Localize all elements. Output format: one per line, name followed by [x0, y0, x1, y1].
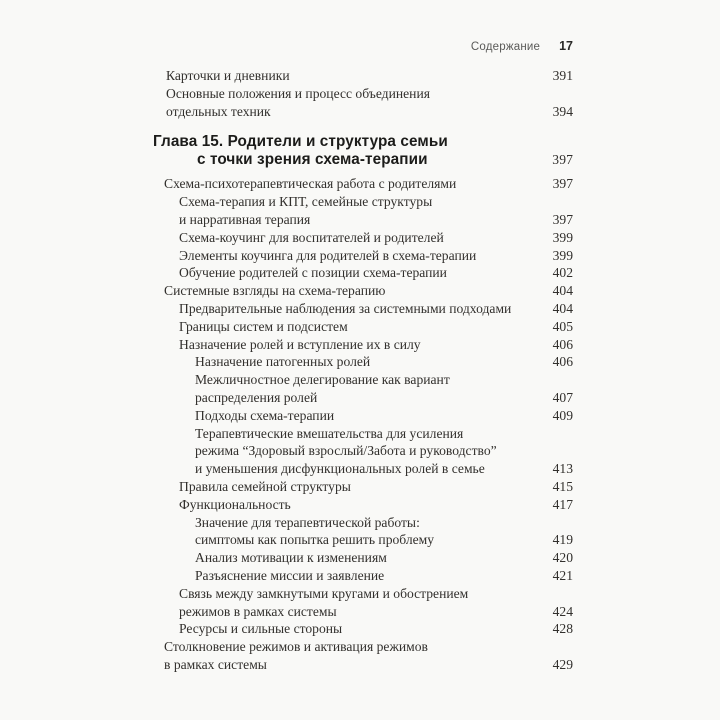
- toc-entry-page-number: 421: [552, 567, 573, 583]
- toc-entry-title: режима “Здоровый взрослый/Забота и руководство”: [195, 443, 497, 459]
- toc-line: [150, 496, 573, 514]
- toc-line: [150, 567, 573, 585]
- toc-entry-page-number: 405: [552, 318, 573, 334]
- toc-line: [150, 151, 573, 169]
- toc-entry-title: Межличностное делегирование как вариант: [195, 372, 450, 388]
- toc-line: [150, 656, 573, 674]
- toc-entry-title: Правила семейной структуры: [179, 478, 351, 494]
- toc-line: [150, 229, 573, 247]
- toc-entry: [150, 67, 573, 85]
- toc-list: [150, 67, 573, 674]
- running-head: [150, 39, 573, 53]
- toc-entry-page-number: 394: [552, 103, 573, 119]
- toc-entry: [150, 318, 573, 336]
- toc-entry-title: Разъяснение миссии и заявление: [195, 567, 385, 583]
- toc-entry-title: Схема-терапия и КПТ, семейные структуры: [179, 194, 433, 210]
- toc-entry-title: Ресурсы и сильные стороны: [179, 621, 343, 637]
- toc-entry-title: Системные взгляды на схема-терапию: [164, 283, 386, 299]
- toc-line: [150, 300, 573, 318]
- toc-entry-page-number: 402: [552, 265, 573, 281]
- toc-line: [150, 264, 573, 282]
- toc-entry: [150, 193, 573, 229]
- toc-line: [150, 585, 573, 603]
- toc-entry-page-number: 397: [552, 151, 573, 167]
- toc-line: [150, 389, 573, 407]
- toc-entry-title: Схема-психотерапевтическая работа с родителями: [164, 176, 457, 192]
- toc-entry-page-number: 399: [552, 229, 573, 245]
- toc-line: [150, 603, 573, 621]
- toc-entry: [150, 371, 573, 407]
- toc-line: [150, 442, 573, 460]
- toc-line: [150, 282, 573, 300]
- toc-line: [150, 175, 573, 193]
- toc-entry: [150, 585, 573, 621]
- toc-chapter-entry: [150, 133, 573, 168]
- toc-entry-page-number: 404: [552, 283, 573, 299]
- toc-entry-title: и нарративная терапия: [179, 211, 311, 227]
- toc-entry-page-number: 404: [552, 300, 573, 316]
- toc-entry: [150, 85, 573, 121]
- toc-entry-title: распределения ролей: [195, 389, 318, 405]
- toc-entry-title: Связь между замкнутыми кругами и обострением: [179, 585, 469, 601]
- toc-chapter-title: Глава 15. Родители и структура семьи: [153, 133, 448, 151]
- toc-entry-page-number: 397: [552, 211, 573, 227]
- toc-entry-page-number: 420: [552, 550, 573, 566]
- toc-entry-title: Основные положения и процесс объединения: [166, 85, 430, 101]
- toc-entry-page-number: 429: [552, 656, 573, 672]
- running-head-title: Содержание: [470, 41, 541, 53]
- toc-entry-title: в рамках системы: [164, 656, 267, 672]
- toc-line: [150, 549, 573, 567]
- toc-entry-page-number: 417: [552, 496, 573, 512]
- toc-line: [150, 247, 573, 265]
- toc-entry-title: отдельных техник: [166, 103, 271, 119]
- toc-entry: [150, 175, 573, 193]
- toc-entry: [150, 229, 573, 247]
- toc-line: [150, 353, 573, 371]
- toc-entry-title: режимов в рамках системы: [179, 603, 337, 619]
- toc-entry: [150, 620, 573, 638]
- toc-entry-title: Карточки и дневники: [166, 68, 290, 83]
- toc-line: [150, 318, 573, 336]
- toc-entry: [150, 496, 573, 514]
- toc-entry-title: Столкновение режимов и активация режимов: [164, 639, 428, 655]
- toc-entry-title: Анализ мотивации к изменениям: [195, 550, 387, 566]
- toc-line: [150, 336, 573, 354]
- toc-entry-title: и уменьшения дисфункциональных ролей в семье: [195, 461, 485, 477]
- toc-line: [150, 67, 573, 85]
- toc-entry: [150, 353, 573, 371]
- toc-chapter-title: с точки зрения схема-терапии: [197, 150, 428, 168]
- toc-entry-title: симптомы как попытка решить проблему: [195, 532, 435, 548]
- toc-entry-page-number: 406: [552, 354, 573, 370]
- toc-line: [150, 211, 573, 229]
- toc-entry-page-number: 413: [552, 461, 573, 477]
- toc-entry: [150, 638, 573, 674]
- toc-line: [150, 133, 573, 151]
- toc-entry-title: Терапевтические вмешательства для усиления: [195, 425, 464, 441]
- toc-entry-page-number: 424: [552, 603, 573, 619]
- toc-entry: [150, 300, 573, 318]
- toc-entry-page-number: 409: [552, 407, 573, 423]
- toc-entry-page-number: 407: [552, 389, 573, 405]
- toc-entry-title: Значение для терапевтической работы:: [195, 514, 420, 530]
- toc-entry-title: Предварительные наблюдения за системными подходами: [179, 300, 512, 316]
- toc-entry: [150, 425, 573, 478]
- toc-line: [150, 514, 573, 532]
- toc-entry-page-number: 406: [552, 336, 573, 352]
- toc-entry-title: Границы систем и подсистем: [179, 318, 348, 334]
- toc-entry-title: Функциональность: [179, 496, 291, 512]
- toc-entry: [150, 336, 573, 354]
- toc-entry-title: Назначение ролей и вступление их в силу: [179, 336, 421, 352]
- toc-entry-page-number: 428: [552, 621, 573, 637]
- toc-entry-title: Схема-коучинг для воспитателей и родителей: [179, 229, 444, 245]
- toc-entry: [150, 567, 573, 585]
- toc-entry: [150, 549, 573, 567]
- toc-entry: [150, 514, 573, 550]
- toc-line: [150, 478, 573, 496]
- toc-entry-title: Элементы коучинга для родителей в схема-терапии: [179, 247, 477, 263]
- toc-entry-page-number: 397: [552, 176, 573, 192]
- toc-entry: [150, 264, 573, 282]
- toc-line: [150, 103, 573, 121]
- toc-entry: [150, 478, 573, 496]
- toc-line: [150, 193, 573, 211]
- toc-line: [150, 425, 573, 443]
- toc-entry-page-number: 415: [552, 478, 573, 494]
- toc-entry: [150, 247, 573, 265]
- toc-line: [150, 620, 573, 638]
- toc-entry-title: Подходы схема-терапии: [195, 407, 335, 423]
- toc-line: [150, 460, 573, 478]
- page-number: 17: [559, 39, 573, 53]
- toc-entry: [150, 282, 573, 300]
- toc-entry: [150, 407, 573, 425]
- toc-line: [150, 638, 573, 656]
- toc-entry-title: Обучение родителей с позиции схема-терапии: [179, 265, 447, 281]
- toc-entry-page-number: 399: [552, 247, 573, 263]
- toc-line: [150, 407, 573, 425]
- toc-line: [150, 531, 573, 549]
- toc-entry-title: Назначение патогенных ролей: [195, 354, 371, 370]
- toc-entry-page-number: 419: [552, 532, 573, 548]
- toc-entry-page-number: 391: [552, 68, 573, 83]
- toc-line: [150, 371, 573, 389]
- toc-line: [150, 85, 573, 103]
